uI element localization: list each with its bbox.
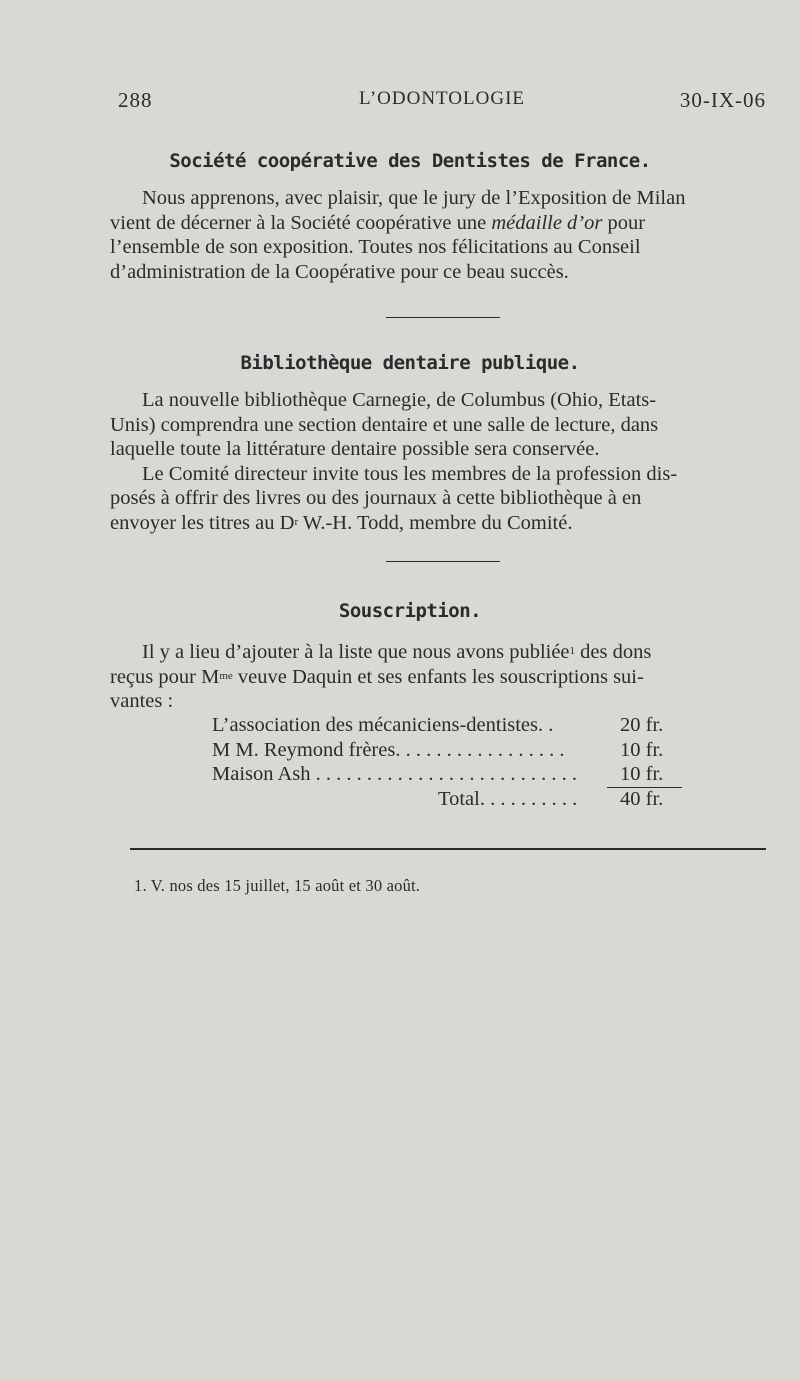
section-divider bbox=[386, 317, 500, 318]
total-row bbox=[212, 787, 682, 812]
section-title-subscription: Souscription. bbox=[338, 600, 482, 622]
superscript: me bbox=[219, 669, 233, 682]
subscription-amount: 20 fr. bbox=[620, 714, 664, 736]
subscriber-name: Maison Ash . . . . . . . . . . . . . . . . . . . . . . . . . . bbox=[212, 763, 578, 785]
text-span: vient de décerner à la Société coopérative une bbox=[110, 211, 492, 234]
section-body-subscription bbox=[110, 640, 766, 714]
text-line: Le Comité directeur invite tous les membres de la profession dis- bbox=[142, 462, 678, 485]
running-header bbox=[118, 88, 766, 118]
subscriber-name: M M. Reymond frères. . . . . . . . . . . . . . . . . bbox=[212, 738, 565, 761]
subscription-amount: 10 fr. bbox=[620, 738, 664, 761]
total-label: Total. . . . . . . . . . bbox=[438, 787, 578, 810]
text-line: l’ensemble de son exposition. Toutes nos félicitations au Conseil bbox=[110, 236, 641, 258]
total-amount: 40 fr. bbox=[620, 787, 664, 810]
text-span: W.-H. Todd, membre du Comité. bbox=[298, 511, 573, 534]
text-line: vantes : bbox=[110, 690, 174, 712]
footnote: 1. V. nos des 15 juillet, 15 août et 30 août. bbox=[134, 876, 421, 895]
section-divider bbox=[386, 561, 500, 562]
superscript: r bbox=[294, 515, 299, 528]
text-line bbox=[110, 640, 766, 665]
section-body-cooperative bbox=[110, 186, 766, 284]
subscription-row bbox=[212, 713, 682, 738]
text-line: laquelle toute la littérature dentaire possible sera conservée. bbox=[110, 438, 600, 460]
subscriber-name: L’association des mécaniciens-dentistes. . bbox=[212, 714, 554, 736]
text-span: pour bbox=[602, 211, 646, 234]
section-title-library: Bibliothèque dentaire publique. bbox=[240, 352, 580, 374]
text-line bbox=[110, 511, 766, 536]
journal-title: L’ODONTOLOGIE bbox=[358, 88, 526, 109]
text-span: Il y a lieu d’ajouter à la liste que nous avons publiée bbox=[142, 641, 570, 663]
footnote-separator bbox=[130, 848, 766, 850]
page-number: 288 bbox=[118, 88, 153, 112]
text-line: posés à offrir des livres ou des journaux à cette bibliothèque à en bbox=[110, 487, 642, 509]
text-span: veuve Daquin et ses enfants les souscriptions sui- bbox=[232, 665, 644, 688]
subscription-row bbox=[212, 762, 682, 787]
text-line bbox=[110, 211, 766, 236]
text-line: d’administration de la Coopérative pour ce beau succès. bbox=[110, 260, 569, 283]
footnote-ref: 1 bbox=[569, 645, 576, 657]
section-body-library bbox=[110, 388, 766, 535]
text-line bbox=[110, 665, 766, 690]
subscription-list bbox=[212, 713, 682, 811]
text-line: La nouvelle bibliothèque Carnegie, de Columbus (Ohio, Etats- bbox=[142, 389, 657, 411]
text-span: envoyer les titres au D bbox=[110, 511, 295, 534]
issue-date: 30-IX-06 bbox=[679, 88, 766, 112]
text-span: reçus pour M bbox=[110, 665, 220, 688]
section-title-cooperative: Société coopérative des Dentistes de France. bbox=[169, 150, 651, 172]
text-span: des dons bbox=[575, 641, 652, 663]
subscription-row bbox=[212, 738, 682, 763]
subscription-amount: 10 fr. bbox=[620, 763, 664, 785]
text-line: Unis) comprendra une section dentaire et une salle de lecture, dans bbox=[110, 413, 659, 436]
sum-rule bbox=[607, 787, 682, 788]
italic-text: médaille d’or bbox=[491, 211, 603, 234]
text-line: Nous apprenons, avec plaisir, que le jury de l’Exposition de Milan bbox=[142, 187, 686, 209]
